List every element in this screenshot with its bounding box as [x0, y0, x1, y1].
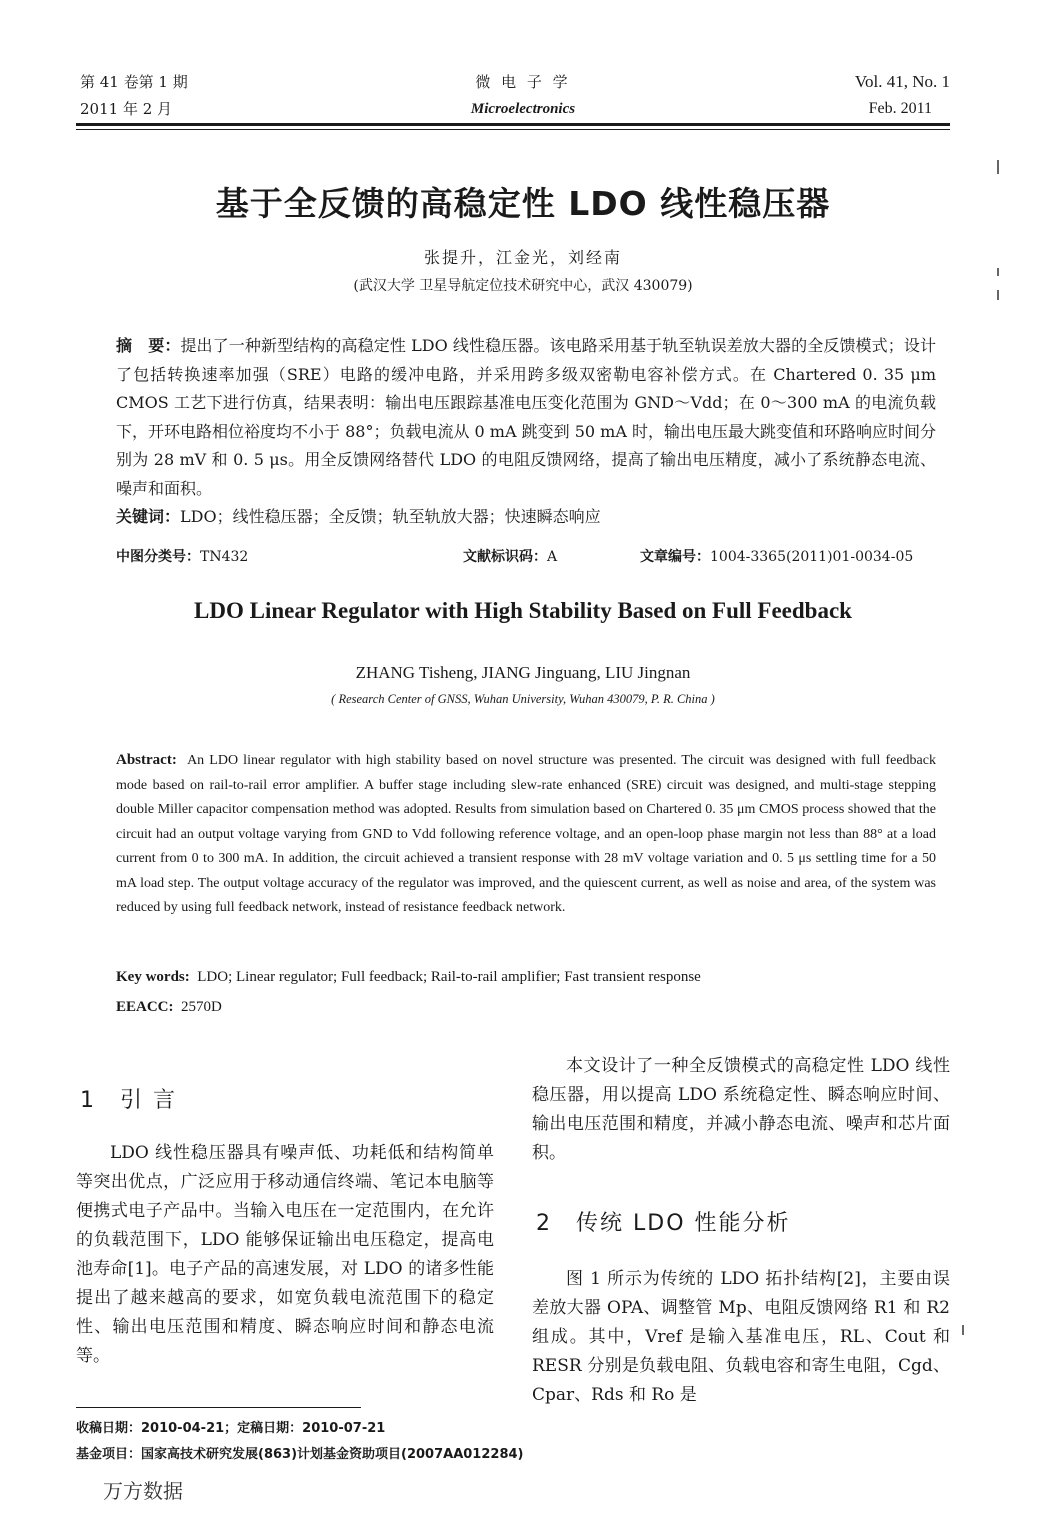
header-rule-thin	[76, 129, 950, 130]
header-date-cn: 2011 年 2 月	[80, 100, 173, 118]
doc-code: 文献标识码：A	[463, 549, 558, 565]
authors-cn: 张提升，江金光，刘经南	[423, 248, 622, 267]
keywords-en-label: Key words:	[116, 969, 190, 985]
abstract-cn	[116, 332, 936, 532]
section-1-title: 1 引 言	[80, 1088, 177, 1113]
right-intro-paragraph: 本文设计了一种全反馈模式的高稳定性 LDO 线性稳压器，用以提高 LDO 系统稳定性、瞬态响应时间、输出电压范围和精度，并减小静态电流、噪声和芯片面积。	[532, 1056, 950, 1163]
scan-speck	[997, 290, 999, 300]
header-journal-cn: 微 电 子 学	[475, 73, 571, 91]
eeacc-value: 2570D	[181, 999, 222, 1015]
affiliation-en: ( Research Center of GNSS, Wuhan University, Wuhan 430079, P. R. China )	[331, 692, 715, 706]
watermark: 万方数据	[103, 1479, 183, 1503]
scan-speck	[962, 1325, 964, 1335]
section-2-title: 2 传统 LDO 性能分析	[536, 1211, 791, 1236]
article-number: 文章编号：1004-3365(2011)01-0034-05	[640, 549, 914, 565]
abstract-cn-label: 摘 要：	[116, 336, 181, 355]
keywords-en-text: LDO; Linear regulator; Full feedback; Rail-to-rail amplifier; Fast transient response	[197, 969, 701, 985]
header-rule-thick	[76, 123, 950, 126]
header-volume-cn: 第 41 卷第 1 期	[80, 73, 188, 91]
eeacc-label: EEACC:	[116, 999, 174, 1015]
scan-speck	[997, 160, 999, 174]
keywords-en	[116, 969, 701, 986]
header-date-en: Feb. 2011	[868, 100, 932, 117]
keywords-cn	[116, 503, 936, 532]
keywords-cn-text: LDO；线性稳压器；全反馈；轨至轨放大器；快速瞬态响应	[180, 507, 601, 526]
affiliation-cn: (武汉大学 卫星导航定位技术研究中心，武汉 430079)	[353, 278, 693, 294]
abstract-en-label: Abstract:	[116, 752, 177, 768]
authors-en: ZHANG Tisheng, JIANG Jinguang, LIU Jingnan	[355, 663, 691, 682]
eeacc	[116, 999, 222, 1016]
footnote-rule	[76, 1407, 361, 1408]
keywords-cn-label: 关键词：	[116, 507, 181, 526]
abstract-en-text: An LDO linear regulator with high stability based on novel structure was presented. The circuit was designed with full feedback mode based on rail-to-rail error amplifier. A buffer stage including slew-rate enhanced (SRE) circuit was designed, and multi-stage stepping double Miller capacitor compensation method was adopted. Results from simulation based on Chartered 0. 35 μm CMOS process showed that the circuit had an output voltage varying from GND to Vdd following reference voltage, and an open-loop phase margin not less than 88° at a load current from 0 to 300 mA. In addition, the circuit achieved a transient response with 28 mV voltage variation and 0. 5 μs settling time for a 50 mA load step. The output voltage accuracy of the regulator was improved, and the quiescent current, as well as noise and area, of the system was reduced by using full feedback network, instead of resistance feedback network.	[116, 753, 936, 915]
title-cn: 基于全反馈的高稳定性 LDO 线性稳压器	[215, 184, 831, 223]
header-volume-en: Vol. 41, No. 1	[854, 72, 950, 91]
header-journal-en: Microelectronics	[470, 101, 576, 117]
clc-number: 中图分类号：TN432	[116, 549, 249, 565]
section-1-text: LDO 线性稳压器具有噪声低、功耗低和结构简单等突出优点，广泛应用于移动通信终端、笔记本电脑等便携式电子产品中。当输入电压在一定范围内，在允许的负载范围下，LDO 能够保证输出电压稳定，提高电池寿命[1]。电子产品的高速发展，对 LDO 的诸多性能提出了越来越高的要求，如宽负载电流范围下的稳定性、输出电压范围和精度、瞬态响应时间和静态电流等。	[76, 1143, 494, 1366]
section-2-text: 图 1 所示为传统的 LDO 拓扑结构[2]，主要由误差放大器 OPA、调整管 Mp、电阻反馈网络 R1 和 R2 组成。其中，Vref 是输入基准电压，RL、Cout 和 RESR 分别是负载电阻、负载电容和寄生电阻，Cgd、Cpar、Rds 和 Ro 是	[532, 1269, 950, 1405]
title-en: LDO Linear Regulator with High Stability Based on Full Feedback	[194, 598, 852, 623]
scan-speck	[997, 268, 999, 276]
abstract-en	[116, 748, 936, 921]
footnote-fund: 基金项目：国家高技术研究发展(863)计划基金资助项目(2007AA012284)	[76, 1447, 524, 1462]
abstract-cn-text: 提出了一种新型结构的高稳定性 LDO 线性稳压器。该电路采用基于轨至轨误差放大器的全反馈模式；设计了包括转换速率加强（SRE）电路的缓冲电路，并采用跨多级双密勒电容补偿方式。在 Chartered 0. 35 μm CMOS 工艺下进行仿真，结果表明：输出电压跟踪基准电压变化范围为 GND～Vdd；在 0～300 mA 的电流负载下，开环电路相位裕度均不小于 88°；负载电流从 0 mA 跳变到 50 mA 时，输出电压最大跳变值和环路响应时间分别为 28 mV 和 0. 5 μs。用全反馈网络替代 LDO 的电阻反馈网络，提高了输出电压精度，减小了系统静态电流、噪声和面积。	[116, 336, 936, 498]
footnote-received: 收稿日期：2010-04-21；定稿日期：2010-07-21	[76, 1421, 386, 1436]
